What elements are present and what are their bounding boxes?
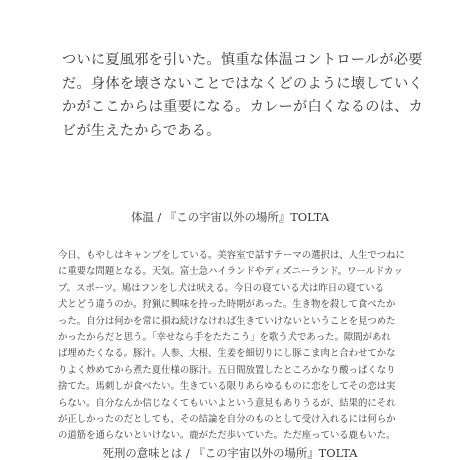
- body-line: に重要な問題となる。天気。富士急ハイランドやディズニーランド。ワールドカッ: [58, 266, 403, 278]
- lead-line: かがここからは重要になる。カレーが白くなるのは、カ: [62, 99, 423, 116]
- section-title-next: 死刑の意味とは / 『この宇宙以外の場所』TOLTA: [102, 446, 358, 460]
- body-line: が正しかったのだとしても、その結論を自分のものとして受け入れるには何らか: [58, 414, 396, 426]
- body-line: ば埋めたくなる。豚汁。人参、大根、生姜を細切りにし豚こま肉と合わせてかな: [58, 348, 396, 360]
- body-line: 今日、もやしはキャンプをしている。美容室で話すテーマの選択は、人生でつねに: [58, 250, 405, 261]
- body-paragraph: [58, 248, 408, 445]
- section-title: 体温 / 『この宇宙以外の場所』TOLTA: [131, 210, 329, 224]
- body-line: 捨てた。馬刺しが食べたい。生きている限りあらゆるものに恋をしてその恋は実: [58, 381, 396, 393]
- body-line: 犬とどう違うのか。狩猟に興味を持った時期があった。生き物を殺して食べたか: [58, 299, 396, 311]
- lead-line: ビが生えたからである。: [62, 122, 221, 139]
- lead-paragraph: [62, 49, 423, 143]
- lead-line: だ。身体を壊さないことではなくどのように壊していく: [62, 75, 423, 92]
- body-line: らない。自分なんか信じなくてもいいよという意見もありうるが、結果的にそれ: [58, 397, 396, 409]
- body-line: プ。スポーツ。鳩はフンをし犬は吠える。今日の寝ている犬は昨日の寝ている: [58, 282, 384, 294]
- body-line: りよく炒めてから煮た夏仕様の豚汁。五日間放置したところかなり酸っぱくなり: [58, 364, 396, 376]
- body-line: かったからだと思う。「幸せなら手をたたこう」を歌う犬であった。隙間があれ: [58, 332, 391, 344]
- lead-line: ついに夏風邪を引いた。慎重な体温コントロールが必要: [62, 52, 423, 68]
- body-line: の道筋を通らないといけない。鹿がただ歩いていた。ただ座っている鹿もいた。: [58, 430, 396, 442]
- body-line: った。自分は何かを常に損ね続けなければ生きていけないということを見つめた: [58, 315, 396, 327]
